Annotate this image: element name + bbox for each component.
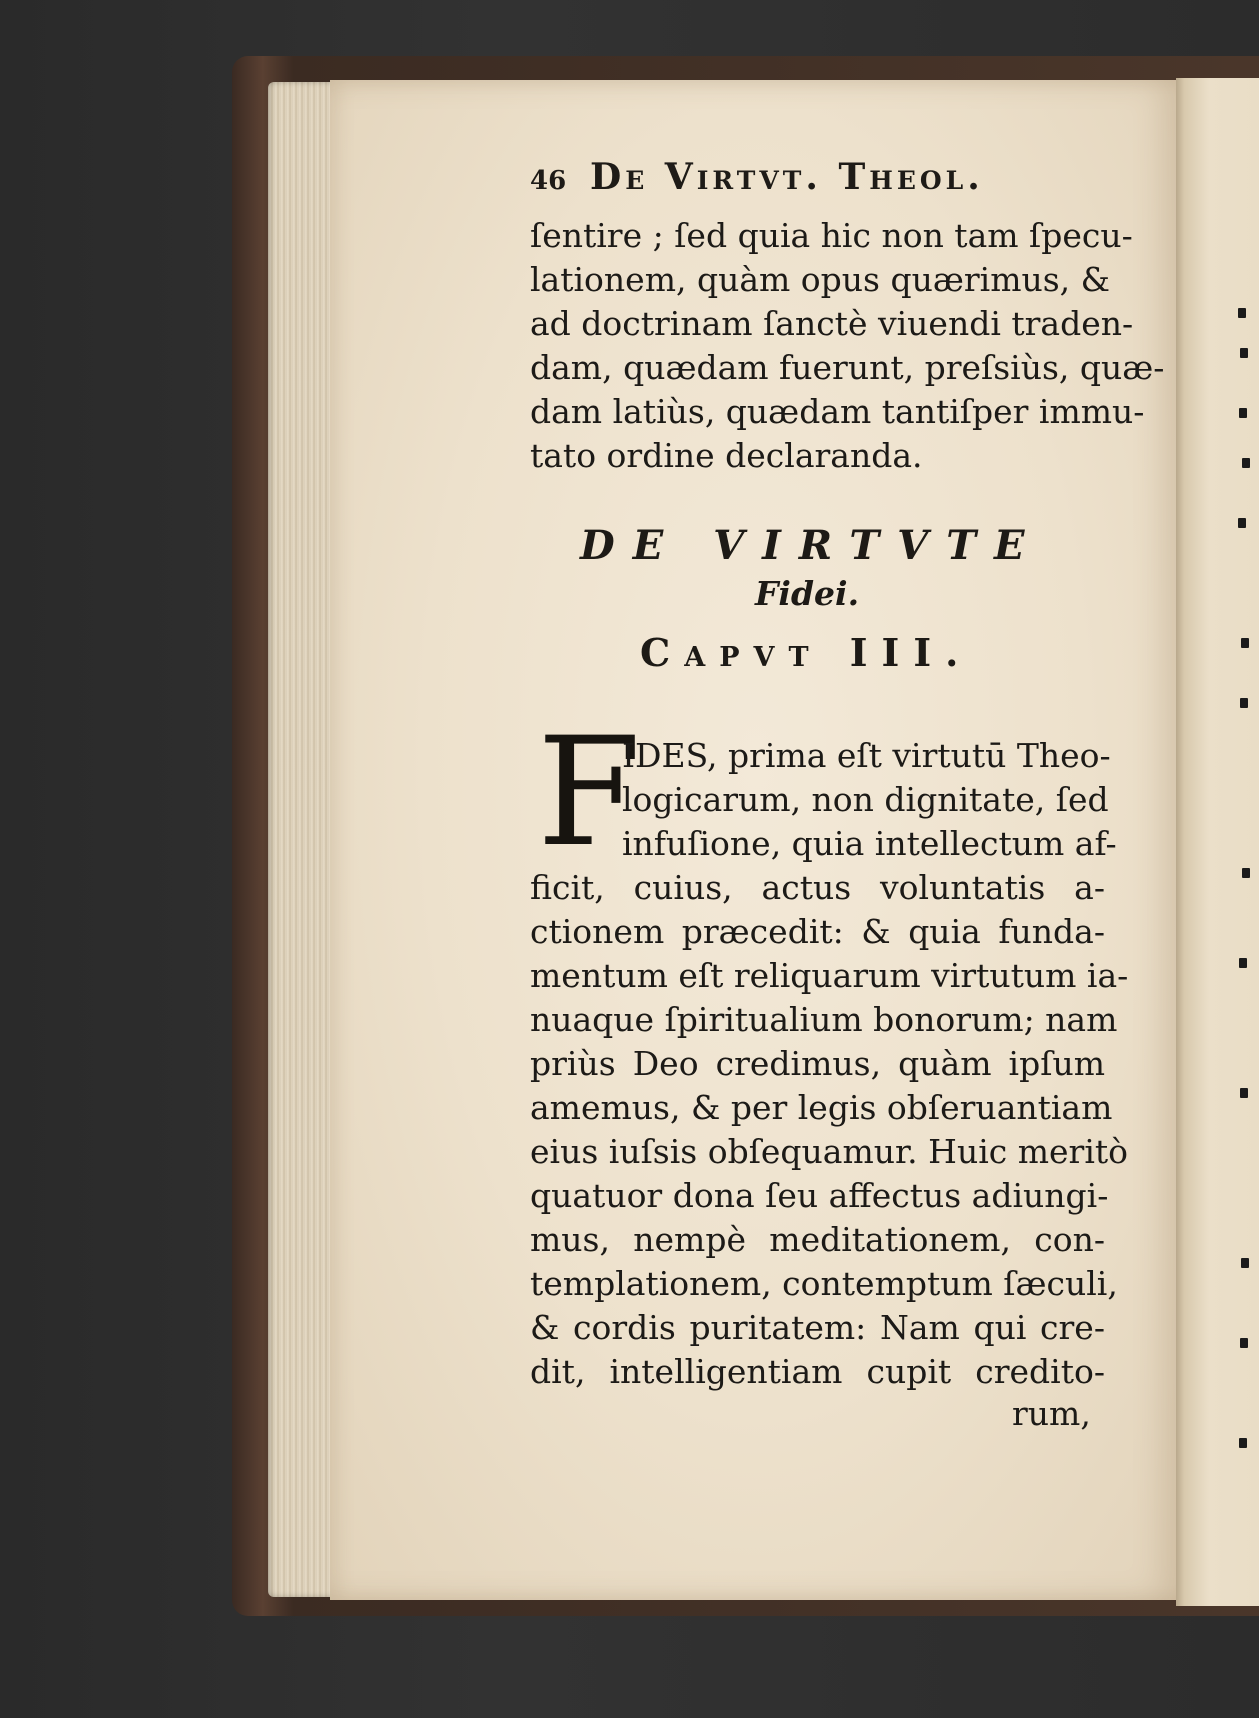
body-line: IDES, prima eſt virtutū Theo-: [622, 736, 1111, 775]
facing-page-ink-mark: [1242, 458, 1250, 468]
body-line: mus, nempè meditationem, con-: [530, 1220, 1105, 1259]
body-line: ficit, cuius, actus voluntatis a-: [530, 868, 1105, 907]
body-line: dit, intelligentiam cupit credito-: [530, 1352, 1105, 1391]
facing-page-ink-mark: [1239, 1438, 1247, 1448]
catchword: rum,: [1012, 1394, 1091, 1433]
facing-page-ink-mark: [1239, 958, 1247, 968]
facing-page-ink-mark: [1241, 1258, 1249, 1268]
body-line: tato ordine declaranda.: [530, 436, 923, 475]
body-line: amemus, & per legis obſeruantiam: [530, 1088, 1113, 1127]
facing-page-ink-mark: [1239, 408, 1247, 418]
body-line: nuaque ſpiritualium bonorum; nam: [530, 1000, 1118, 1039]
chapter-heading: Capvt III.: [640, 630, 973, 675]
running-title: De Virtvt. Theol.: [590, 156, 984, 198]
body-line: mentum eſt reliquarum virtutum ia-: [530, 956, 1129, 995]
body-line: lationem, quàm opus quærimus, &: [530, 260, 1111, 299]
body-line: dam, quædam fuerunt, preſsiùs, quæ-: [530, 348, 1165, 387]
facing-page-ink-mark: [1240, 1338, 1248, 1348]
section-subtitle: Fidei.: [755, 574, 860, 613]
body-line: templationem, contemptum ſæculi,: [530, 1264, 1118, 1303]
facing-page-ink-mark: [1238, 308, 1246, 318]
facing-page-ink-mark: [1240, 348, 1248, 358]
body-line: ſentire ; ſed quia hic non tam ſpecu-: [530, 216, 1133, 255]
facing-page-ink-mark: [1241, 638, 1249, 648]
section-title: DE VIRTVTE: [580, 522, 1043, 569]
page-number: 46: [530, 166, 567, 196]
drop-cap: F: [537, 706, 642, 880]
body-line: & cordis puritatem: Nam qui cre-: [530, 1308, 1105, 1347]
body-line: dam latiùs, quædam tantiſper immu-: [530, 392, 1145, 431]
running-header: [530, 156, 1090, 206]
facing-page-ink-mark: [1238, 518, 1246, 528]
body-line: infuſione, quia intellectum af-: [622, 824, 1117, 863]
facing-page-ink-mark: [1240, 1088, 1248, 1098]
body-line: quatuor dona ſeu affectus adiungi-: [530, 1176, 1109, 1215]
body-line: priùs Deo credimus, quàm ipſum: [530, 1044, 1105, 1083]
body-line: ctionem præcedit: & quia funda-: [530, 912, 1105, 951]
body-line: logicarum, non dignitate, ſed: [622, 780, 1109, 819]
body-line: ad doctrinam ſanctè viuendi traden-: [530, 304, 1134, 343]
facing-page-ink-mark: [1242, 868, 1250, 878]
facing-page-edge: [1176, 78, 1259, 1606]
facing-page-ink-mark: [1240, 698, 1248, 708]
body-line: eius iuſsis obſequamur. Huic meritò: [530, 1132, 1128, 1171]
